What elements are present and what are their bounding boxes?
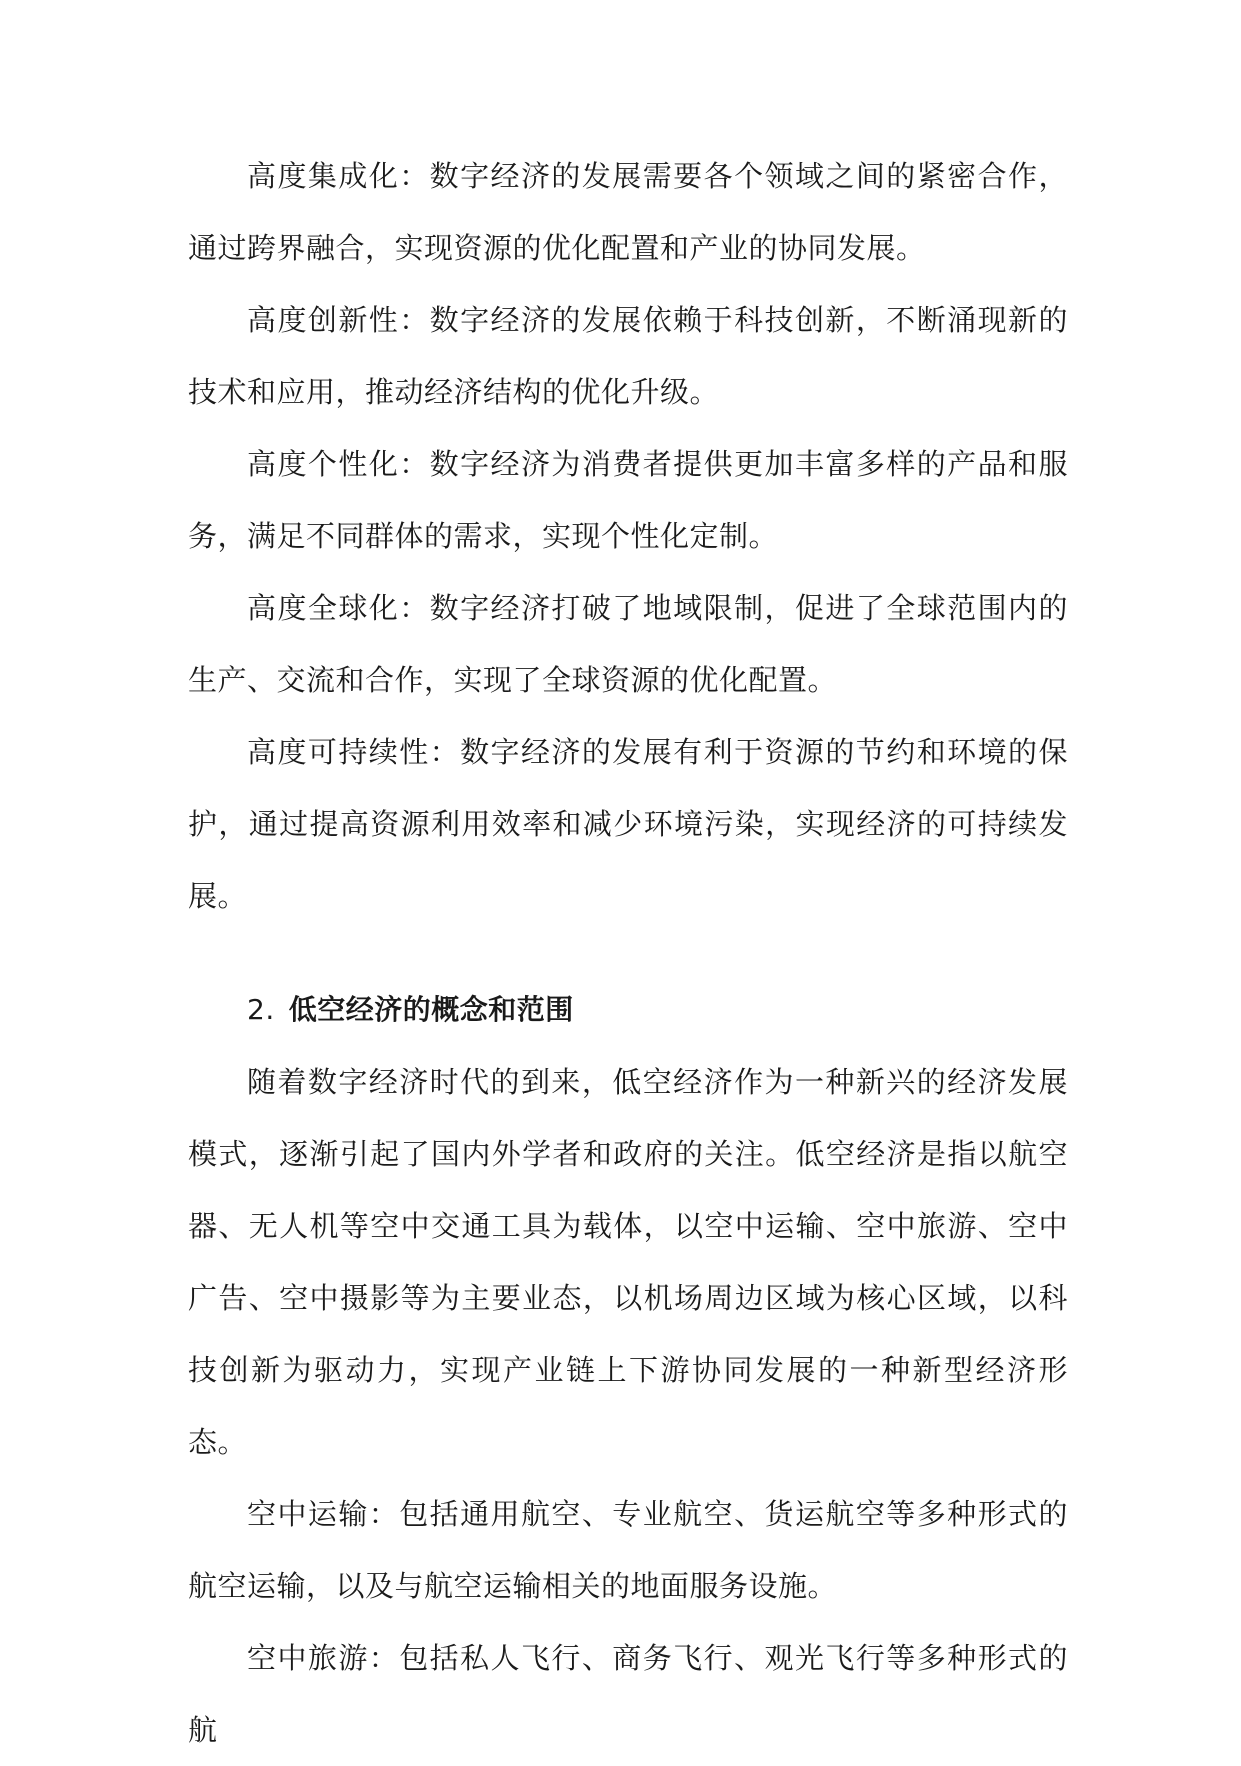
paragraph-low-altitude-definition: 随着数字经济时代的到来，低空经济作为一种新兴的经济发展模式，逐渐引起了国内外学者和政府的关注。低空经济是指以航空器、无人机等空中交通工具为载体，以空中运输、空中旅游、空中广告、空中摄影等为主要业态，以机场周边区域为核心区域，以科技创新为驱动力，实现产业链上下游协同发展的一种新型经济形态。 [188,1065,1068,1459]
paragraph-sustainability: 高度可持续性：数字经济的发展有利于资源的节约和环境的保护，通过提高资源利用效率和减少环境污染，实现经济的可持续发展。 [188,735,1068,913]
paragraph-personalization: 高度个性化：数字经济为消费者提供更加丰富多样的产品和服务，满足不同群体的需求，实现个性化定制。 [188,447,1068,553]
paragraph-globalization: 高度全球化：数字经济打破了地域限制，促进了全球范围内的生产、交流和合作，实现了全球资源的优化配置。 [188,591,1068,697]
section-heading [188,974,1068,1046]
paragraph-air-transport: 空中运输：包括通用航空、专业航空、货运航空等多种形式的航空运输，以及与航空运输相关的地面服务设施。 [188,1497,1068,1603]
document-body [188,140,1068,1766]
section-number: 2. [247,993,275,1026]
paragraph-innovation: 高度创新性：数字经济的发展依赖于科技创新，不断涌现新的技术和应用，推动经济结构的优化升级。 [188,303,1068,409]
section-title: 低空经济的概念和范围 [288,993,574,1026]
paragraph-air-tourism: 空中旅游：包括私人飞行、商务飞行、观光飞行等多种形式的航 [188,1641,1068,1747]
paragraph-integration: 高度集成化：数字经济的发展需要各个领域之间的紧密合作，通过跨界融合，实现资源的优化配置和产业的协同发展。 [188,159,1068,265]
